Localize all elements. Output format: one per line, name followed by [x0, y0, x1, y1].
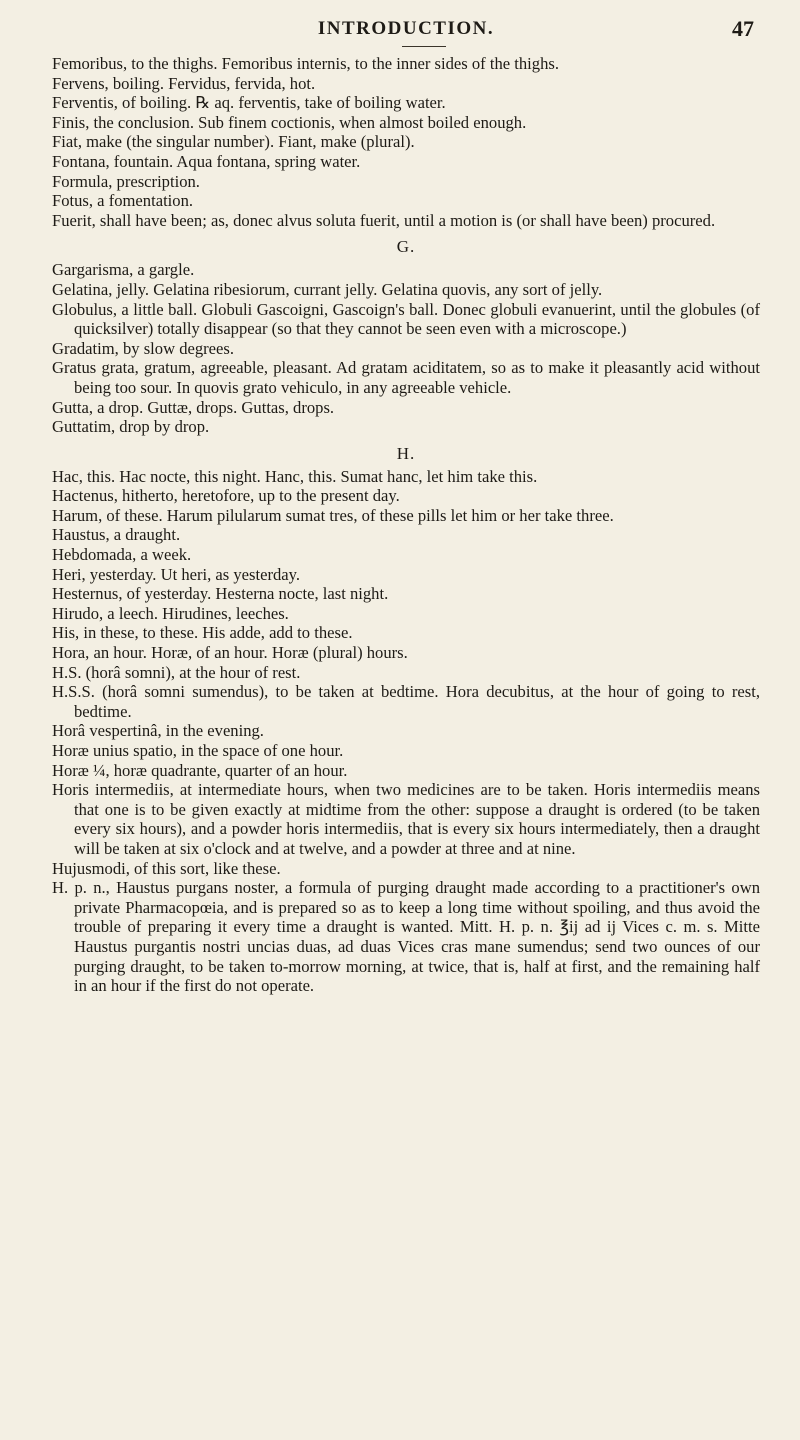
- glossary-entry: Gradatim, by slow degrees.: [52, 338, 235, 358]
- running-head: [52, 14, 760, 54]
- glossary-entry: Globulus, a little ball. Globuli Gascoigni, Gascoign's ball. Donec globuli evanuerint, until the globules (of quicksilver) totally disappear (so that they cannot be seen even with a microscope.): [52, 299, 760, 339]
- glossary-entry: Ferventis, of boiling. ℞ aq. ferventis, take of boiling water.: [52, 93, 446, 113]
- glossary-entry: Gratus grata, gratum, agreeable, pleasant. Ad gratam aciditatem, so as to make it pleasantly acid without being too sour. In quovis grato vehiculo, in any agreeable vehicle.: [52, 358, 760, 397]
- glossary-entry: Heri, yesterday. Ut heri, as yesterday.: [52, 564, 301, 584]
- glossary-entry: Fuerit, shall have been; as, donec alvus soluta fuerit, until a motion is (or shall have been) procured.: [52, 210, 716, 230]
- glossary-entry: H.S. (horâ somni), at the hour of rest.: [52, 662, 301, 682]
- glossary-entry: Horis intermediis, at intermediate hours, when two medicines are to be taken. Horis intermediis means that one is to be given exactly at midtime from the other: suppose a draught is ordered (to be taken every six hours), and a powder horis intermediis, that is every six hours intermediately, then a draught will be taken at six o'clock and at twelve, and a powder at three and at nine.: [52, 780, 760, 858]
- glossary-entry: Horâ vespertinâ, in the evening.: [52, 721, 264, 741]
- glossary-entry: Hora, an hour. Horæ, of an hour. Horæ (plural) hours.: [52, 643, 408, 663]
- glossary-entry: Hirudo, a leech. Hirudines, leeches.: [52, 603, 289, 623]
- glossary-entry: Horæ ¼, horæ quadrante, quarter of an hour.: [52, 760, 348, 780]
- glossary-entry: Formula, prescription.: [52, 171, 200, 191]
- glossary-entries: [52, 54, 760, 996]
- glossary-entry: Femoribus, to the thighs. Femoribus internis, to the inner sides of the thighs.: [52, 54, 559, 73]
- section-letter: H.: [396, 443, 416, 463]
- glossary-entry: His, in these, to these. His adde, add to these.: [52, 623, 353, 643]
- glossary-entry: Gutta, a drop. Guttæ, drops. Guttas, drops.: [52, 397, 335, 417]
- glossary-entry: Fiat, make (the singular number). Fiant, make (plural).: [52, 132, 415, 152]
- glossary-entry: Hactenus, hitherto, heretofore, up to the present day.: [52, 486, 400, 506]
- glossary-entry: Fervens, boiling. Fervidus, fervida, hot.: [52, 73, 316, 93]
- glossary-entry: Hac, this. Hac nocte, this night. Hanc, this. Sumat hanc, let him take this.: [52, 466, 538, 486]
- glossary-entry: Gelatina, jelly. Gelatina ribesiorum, currant jelly. Gelatina quovis, any sort of jelly.: [52, 279, 603, 299]
- running-title: INTRODUCTION.: [317, 18, 495, 39]
- glossary-entry: Finis, the conclusion. Sub finem coctionis, when almost boiled enough.: [52, 112, 527, 132]
- glossary-entry: H. p. n., Haustus purgans noster, a formula of purging draught made according to a practitioner's own private Pharmacopœia, and is prepared so as to keep a long time without spoiling, and thus avoid the trouble of preparing it every time a draught is wanted. Mitt. H. p. n. ℥ij ad ij Vices c. m. s. Mitte Haustus purgantis nostri uncias duas, ad duas Vices cras mane sumendus; send two ounces of our purging draught, to be taken to-morrow morning, at twice, that is, half at first, and the remaining half in an hour if the first do not operate.: [52, 878, 760, 996]
- section-letter: G.: [396, 237, 416, 257]
- glossary-entry: Hesternus, of yesterday. Hesterna nocte, last night.: [52, 584, 389, 604]
- header-rule: [402, 46, 446, 47]
- glossary-entry: Fontana, fountain. Aqua fontana, spring water.: [52, 151, 361, 171]
- glossary-entry: Guttatim, drop by drop.: [52, 417, 210, 437]
- glossary-entry: Harum, of these. Harum pilularum sumat tres, of these pills let him or her take three.: [52, 505, 614, 525]
- page-number: 47: [732, 16, 754, 41]
- glossary-entry: H.S.S. (horâ somni sumendus), to be taken at bedtime. Hora decubitus, at the hour of going to rest, bedtime.: [52, 682, 760, 721]
- glossary-entry: Gargarisma, a gargle.: [52, 260, 195, 280]
- glossary-entry: Hebdomada, a week.: [52, 545, 192, 565]
- glossary-entry: Fotus, a fomentation.: [52, 191, 194, 211]
- glossary-entry: Haustus, a draught.: [52, 525, 181, 545]
- glossary-entry: Horæ unius spatio, in the space of one hour.: [52, 741, 344, 760]
- glossary-entry: Hujusmodi, of this sort, like these.: [52, 858, 281, 878]
